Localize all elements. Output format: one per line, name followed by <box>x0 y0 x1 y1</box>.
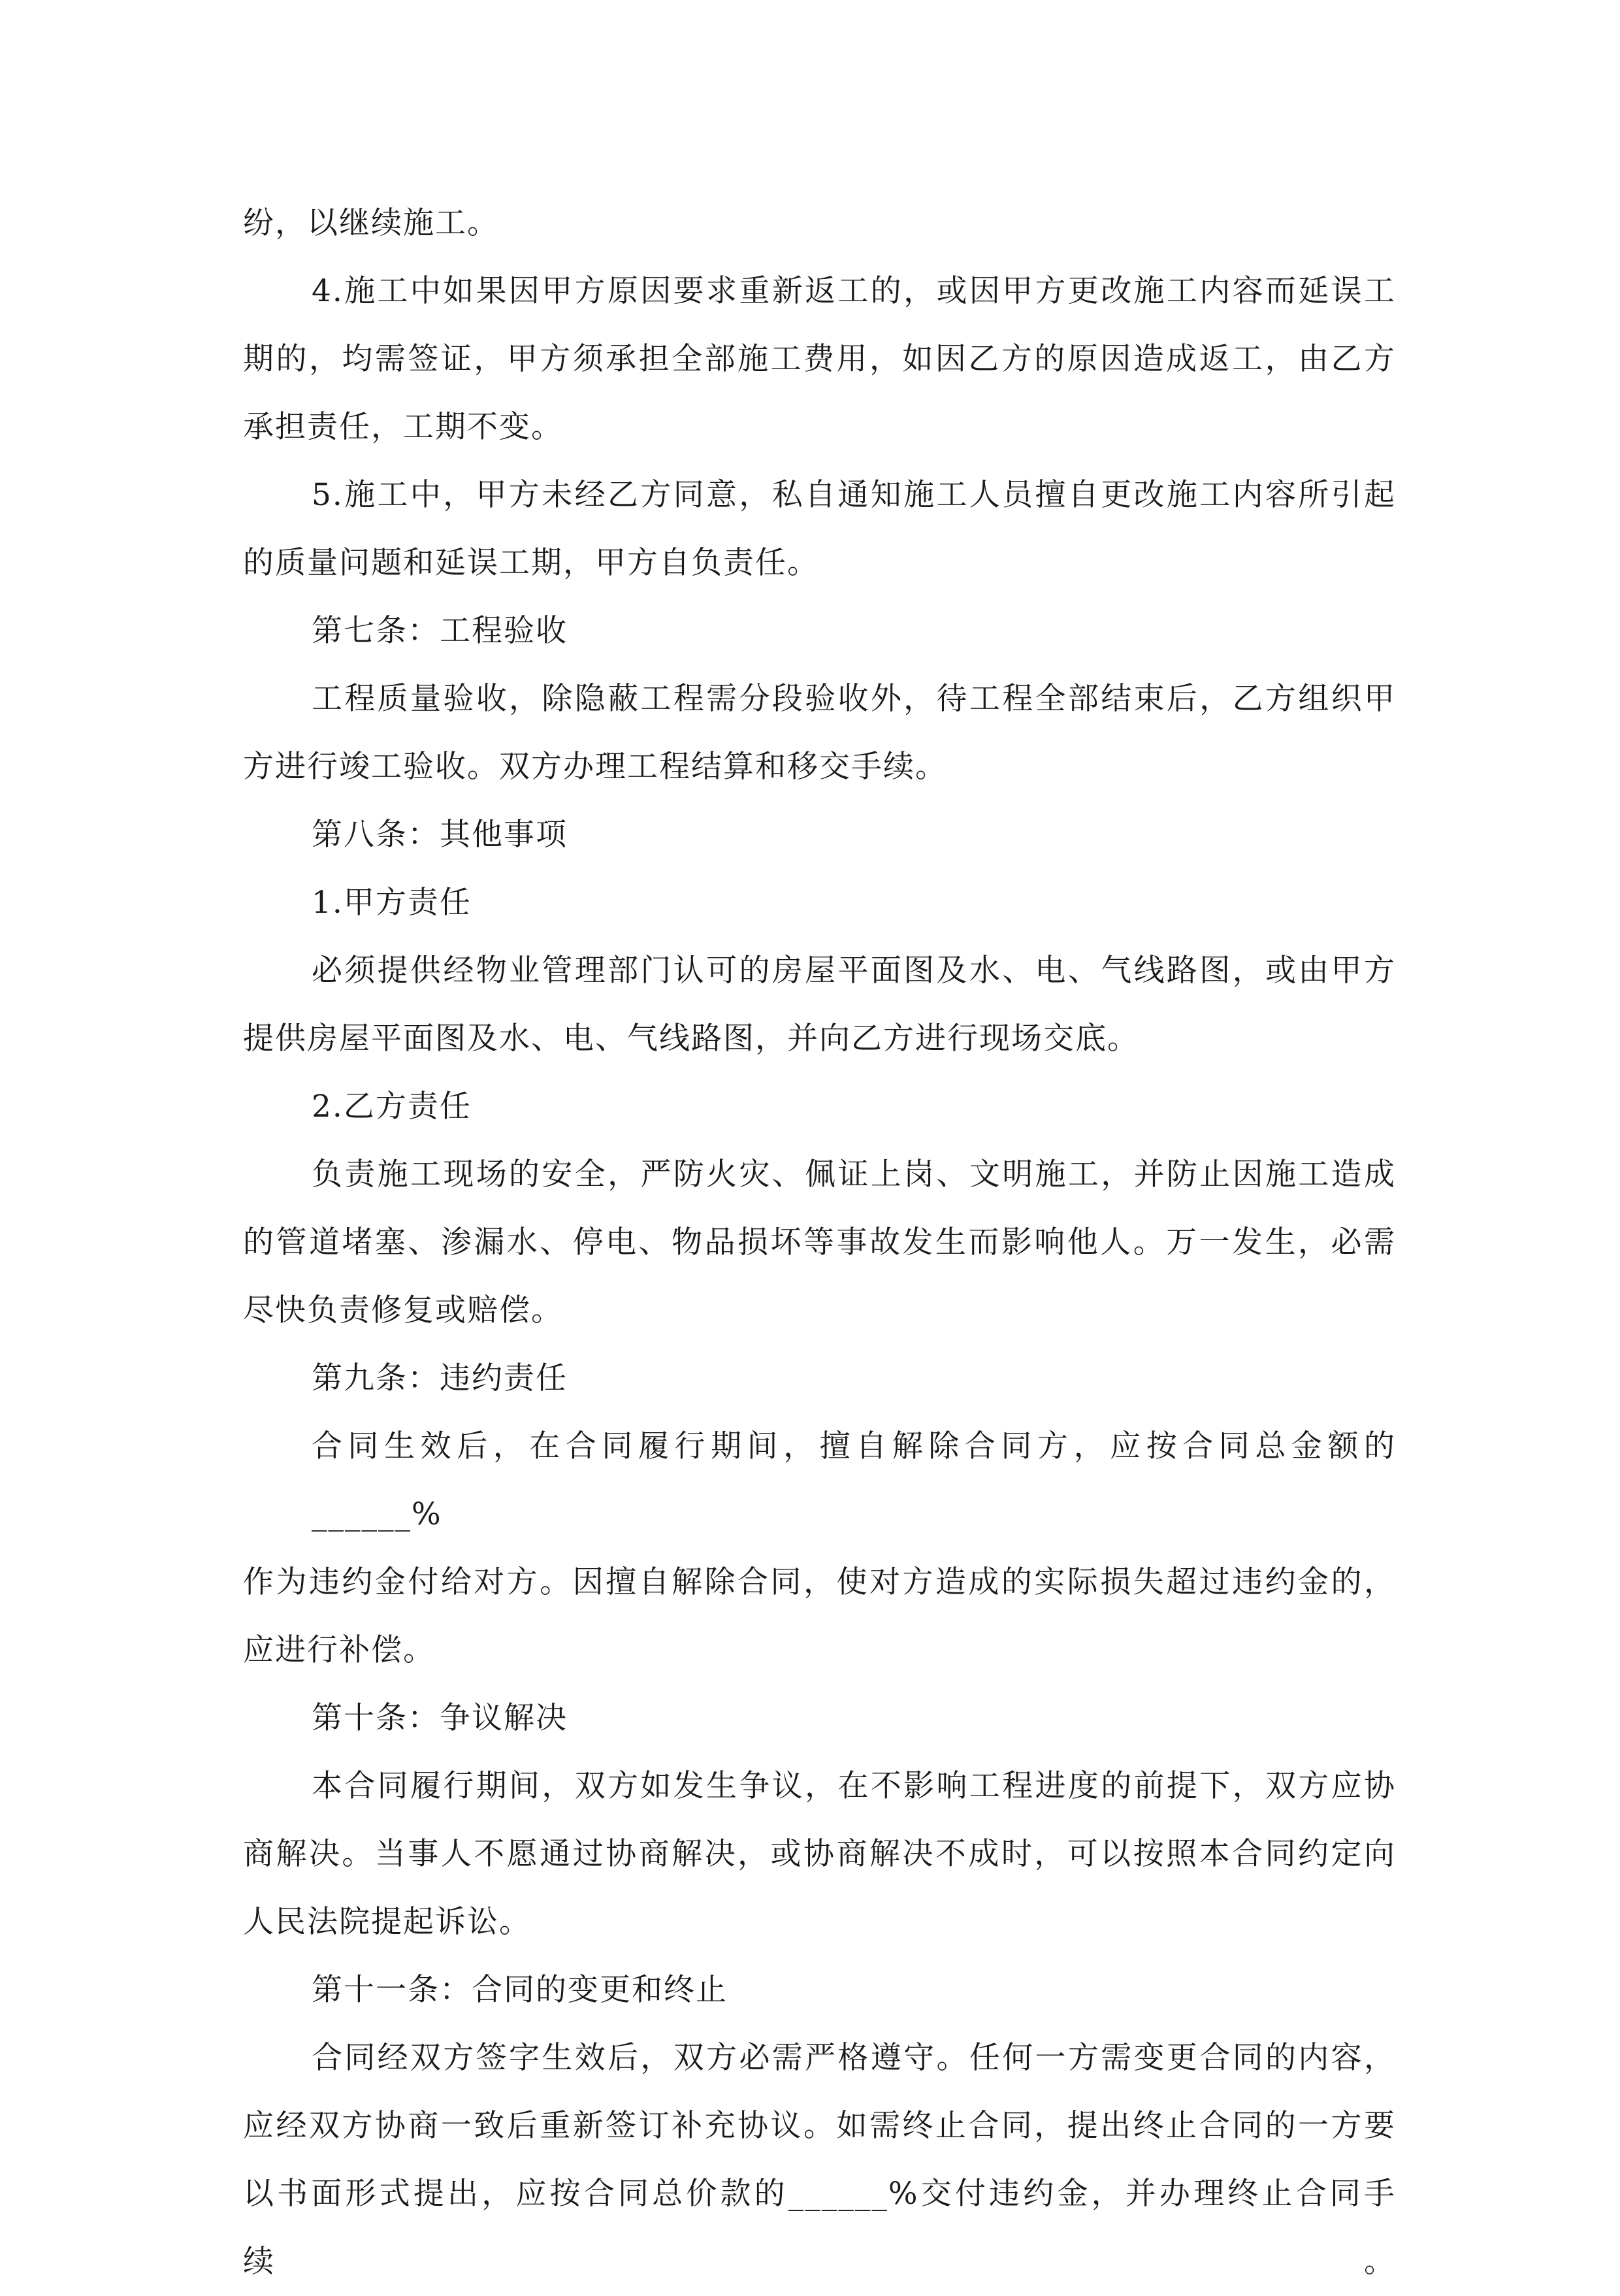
text-line: 第八条：其他事项 <box>312 817 568 853</box>
text-line: 合同生效后，在合同履行期间，擅自解除合同方，应按合同总金额的______% <box>312 1428 1396 1532</box>
text-line: 提供房屋平面图及水、电、气线路图，并向乙方进行现场交底。 <box>243 1021 1139 1057</box>
text-line: 的质量问题和延误工期，甲方自负责任。 <box>243 545 819 581</box>
text-line: 必须提供经物业管理部门认可的房屋平面图及水、电、气线路图，或由甲方 <box>312 953 1396 989</box>
text-line: 应进行补偿。 <box>243 1632 435 1668</box>
text-line: 承担责任，工期不变。 <box>243 409 563 445</box>
text-line: 以书面形式提出，应按合同总价款的______%交付违约金，并办理终止合同手续。 <box>243 2176 1396 2280</box>
text-line: 1.甲方责任 <box>312 885 472 921</box>
text-line: 作为违约金付给对方。因擅自解除合同，使对方造成的实际损失超过违约金的， <box>243 1564 1396 1600</box>
text-line: 纷，以继续施工。 <box>243 205 499 241</box>
text-line: 5.施工中，甲方未经乙方同意，私自通知施工人员擅自更改施工内容所引起 <box>312 477 1396 513</box>
text-line: 2.乙方责任 <box>312 1089 472 1124</box>
text-line: 第十一条：合同的变更和终止 <box>312 1972 728 2008</box>
text-line: 4.施工中如果因甲方原因要求重新返工的，或因甲方更改施工内容而延误工 <box>312 273 1396 309</box>
text-line: 的管道堵塞、渗漏水、停电、物品损坏等事故发生而影响他人。万一发生，必需 <box>243 1224 1396 1260</box>
text-line: 第十条：争议解决 <box>312 1700 568 1736</box>
text-line: 工程质量验收，除隐蔽工程需分段验收外，待工程全部结束后，乙方组织甲 <box>312 681 1396 717</box>
text-line: 尽快负责修复或赔偿。 <box>243 1292 563 1328</box>
text-line: 第七条：工程验收 <box>312 613 568 649</box>
text-line: 负责施工现场的安全，严防火灾、佩证上岗、文明施工，并防止因施工造成 <box>312 1156 1396 1192</box>
text-line: 应经双方协商一致后重新签订补充协议。如需终止合同，提出终止合同的一方要 <box>243 2108 1396 2144</box>
text-line: 方进行竣工验收。双方办理工程结算和移交手续。 <box>243 749 947 785</box>
text-line: 本合同履行期间，双方如发生争议，在不影响工程进度的前提下，双方应协 <box>312 1768 1396 1804</box>
text-line: 第九条：违约责任 <box>312 1360 568 1396</box>
text-line: 合同经双方签字生效后，双方必需严格遵守。任何一方需变更合同的内容， <box>312 2040 1396 2076</box>
text-line: 期的，均需签证，甲方须承担全部施工费用，如因乙方的原因造成返工，由乙方 <box>243 341 1396 377</box>
document-body <box>243 189 1396 2296</box>
text-line: 人民法院提起诉讼。 <box>243 1904 531 1940</box>
text-line: 商解决。当事人不愿通过协商解决，或协商解决不成时，可以按照本合同约定向 <box>243 1836 1396 1872</box>
